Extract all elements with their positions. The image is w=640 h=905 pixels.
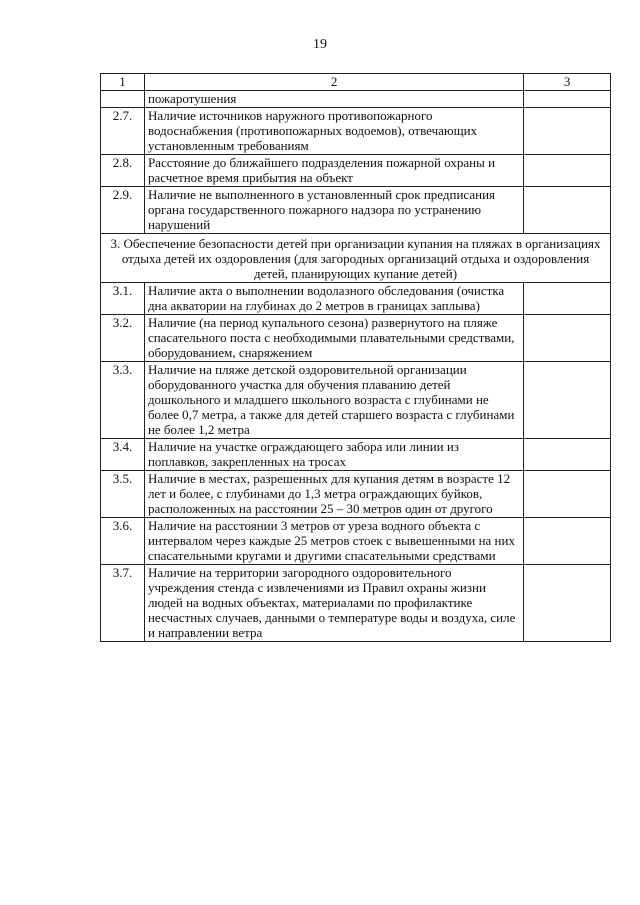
item-value-cell: [524, 91, 611, 108]
item-number: 2.7.: [101, 108, 145, 155]
item-description: Наличие в местах, разрешенных для купания детям в возрасте 12 лет и более, с глубинами до 1,3 метра ограждающих буйков, расположенных на расстоянии 25 – 30 метров один от другого: [144, 471, 523, 518]
checklist-table: [100, 73, 611, 642]
table-row: [101, 283, 611, 315]
table-row: [101, 315, 611, 362]
header-cell-2: 2: [144, 74, 523, 91]
item-number: 2.8.: [101, 155, 145, 187]
item-description: Наличие на пляже детской оздоровительной организации оборудованного участка для обучения плаванию детей дошкольного и младшего школьного возраста с глубинами не более 0,7 метра, а также для детей старшего возраста с глубинами не более 1,2 метра: [144, 362, 523, 439]
item-description: Наличие акта о выполнении водолазного обследования (очистка дна акватории на глубинах до 2 метров в границах заплыва): [144, 283, 523, 315]
item-value-cell: [524, 439, 611, 471]
item-value-cell: [524, 108, 611, 155]
table-row: [101, 439, 611, 471]
item-value-cell: [524, 315, 611, 362]
item-number: 2.9.: [101, 187, 145, 234]
header-cell-1: 1: [101, 74, 145, 91]
table-row: [101, 91, 611, 108]
item-value-cell: [524, 471, 611, 518]
table-row: [101, 471, 611, 518]
item-number: 3.4.: [101, 439, 145, 471]
item-value-cell: [524, 155, 611, 187]
item-description: Наличие на территории загородного оздоровительного учреждения стенда с извлечениями из Правил охраны жизни людей на водных объектах, материалами по профилактике несчастных случаев, данными о температуре воды и воздуха, силе и направлении ветра: [144, 565, 523, 642]
table-row: [101, 362, 611, 439]
table-header-row: [101, 74, 611, 91]
item-value-cell: [524, 187, 611, 234]
item-number: 3.1.: [101, 283, 145, 315]
section-heading: 3. Обеспечение безопасности детей при организации купания на пляжах в организациях отдыха детей их оздоровления (для загородных организаций отдыха и оздоровления детей, планирующих купание детей): [101, 234, 611, 283]
item-number: [101, 91, 145, 108]
table-row: [101, 108, 611, 155]
item-description: Наличие на расстоянии 3 метров от уреза водного объекта с интервалом через каждые 25 метров стоек с вывешенными на них спасательными кругами и другими спасательными средствами: [144, 518, 523, 565]
item-number: 3.3.: [101, 362, 145, 439]
table-row: [101, 565, 611, 642]
checklist-table-body: [101, 74, 611, 642]
item-number: 3.7.: [101, 565, 145, 642]
table-row: [101, 518, 611, 565]
item-description: Наличие на участке ограждающего забора или линии из поплавков, закрепленных на тросах: [144, 439, 523, 471]
item-value-cell: [524, 362, 611, 439]
item-description: пожаротушения: [144, 91, 523, 108]
table-row: [101, 155, 611, 187]
item-value-cell: [524, 518, 611, 565]
item-description: Наличие источников наружного противопожарного водоснабжения (противопожарных водоемов), отвечающих установленным требованиям: [144, 108, 523, 155]
page-number: 19: [313, 37, 327, 52]
table-row: [101, 187, 611, 234]
item-number: 3.6.: [101, 518, 145, 565]
item-number: 3.5.: [101, 471, 145, 518]
item-value-cell: [524, 565, 611, 642]
item-description: Наличие не выполненного в установленный срок предписания органа государственного пожарного надзора по устранению нарушений: [144, 187, 523, 234]
header-cell-3: 3: [524, 74, 611, 91]
section-heading-row: [101, 234, 611, 283]
item-number: 3.2.: [101, 315, 145, 362]
item-description: Наличие (на период купального сезона) развернутого на пляже спасательного поста с необходимыми плавательными средствами, оборудованием, снаряжением: [144, 315, 523, 362]
item-description: Расстояние до ближайшего подразделения пожарной охраны и расчетное время прибытия на объект: [144, 155, 523, 187]
item-value-cell: [524, 283, 611, 315]
